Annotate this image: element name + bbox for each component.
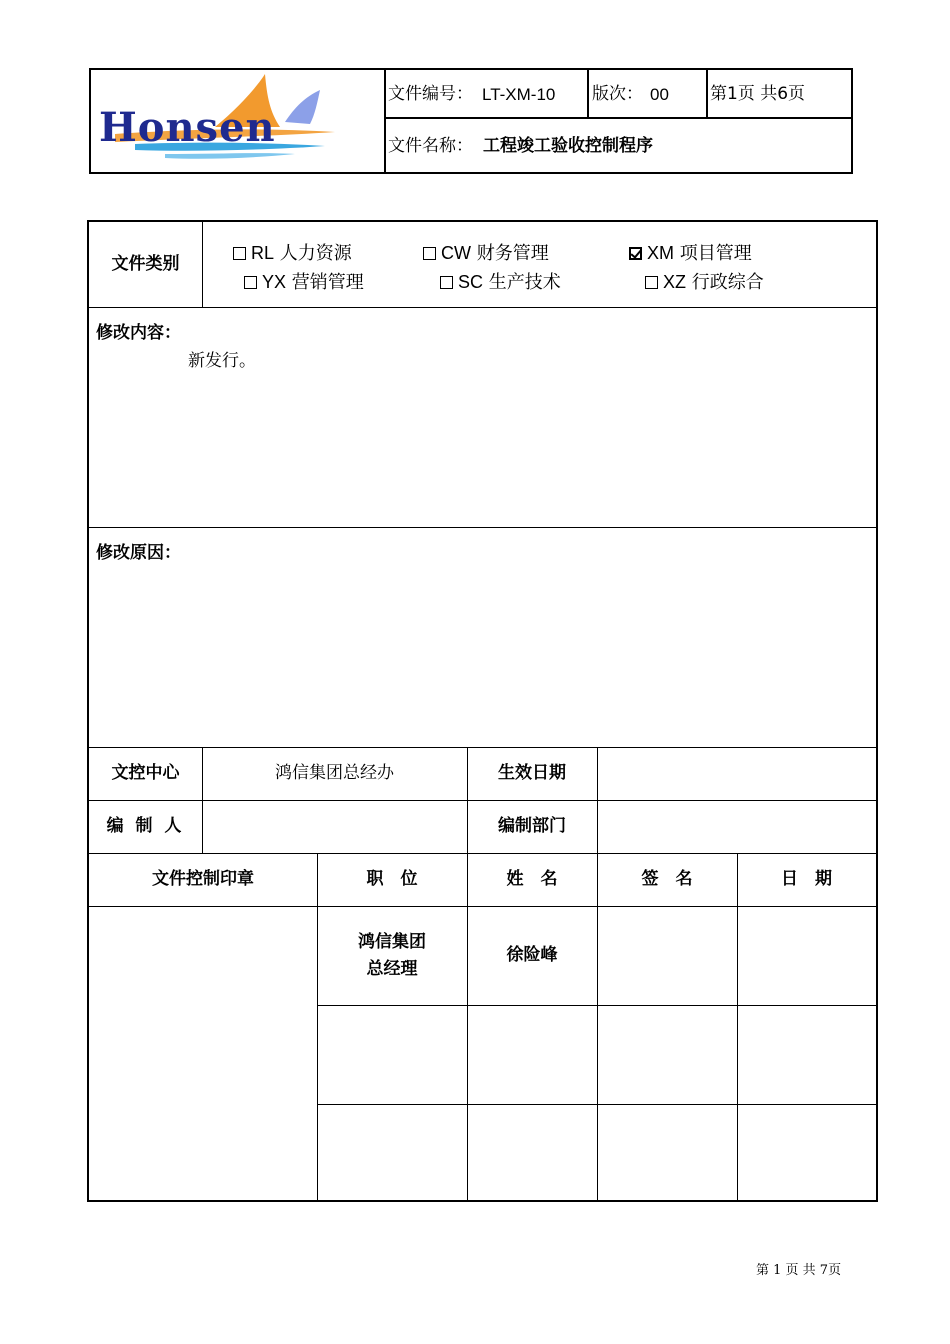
option-code: SC <box>458 272 484 292</box>
option-code: YX <box>262 272 287 292</box>
modification-reason-area[interactable] <box>89 562 876 742</box>
approval-row-1-position: 鸿信集团 总经理 <box>358 932 426 979</box>
page-info: 第1页 共6页 <box>710 84 806 104</box>
approval-row-2-position[interactable] <box>317 1005 467 1104</box>
category-option-xz[interactable] <box>645 273 764 292</box>
option-name: 人力资源 <box>279 243 352 264</box>
option-code: CW <box>441 243 471 263</box>
approval-row-2-name[interactable] <box>467 1005 597 1104</box>
effective-date-label: 生效日期 <box>498 763 566 784</box>
category-option-cw[interactable] <box>423 244 549 263</box>
checkbox-checked-icon[interactable] <box>629 247 642 260</box>
option-name: 生产技术 <box>488 272 561 293</box>
checkbox-icon[interactable] <box>423 247 436 260</box>
page-footer: 第 1 页 共 7页 <box>756 1263 842 1278</box>
option-name: 行政综合 <box>691 272 764 293</box>
doc-center-value[interactable]: 鸿信集团总经办 <box>275 763 394 784</box>
category-option-xm[interactable] <box>629 244 752 263</box>
author-value[interactable] <box>202 800 467 853</box>
doc-name: 工程竣工验收控制程序 <box>483 136 653 156</box>
seal-area[interactable] <box>89 906 317 1202</box>
category-label: 文件类别 <box>111 254 180 275</box>
version-label: 版次： <box>592 84 643 104</box>
category-option-yx[interactable] <box>244 273 364 292</box>
col-header-seal: 文件控制印章 <box>152 869 254 890</box>
author-dept-value[interactable] <box>597 800 876 853</box>
modification-content-text[interactable]: 新发行。 <box>188 351 256 371</box>
option-name: 营销管理 <box>291 272 364 293</box>
control-form <box>87 220 878 1202</box>
checkbox-icon[interactable] <box>244 276 257 289</box>
logo-text: Honsen <box>99 104 276 151</box>
author-dept-label: 编制部门 <box>498 816 566 837</box>
checkbox-icon[interactable] <box>440 276 453 289</box>
approval-row-2-signature[interactable] <box>597 1005 737 1104</box>
option-code: XZ <box>663 272 687 292</box>
effective-date-value[interactable] <box>597 747 876 800</box>
approval-row-3-signature[interactable] <box>597 1104 737 1202</box>
version: 00 <box>650 85 669 104</box>
modification-content-label: 修改内容： <box>96 323 181 343</box>
approval-row-3-name[interactable] <box>467 1104 597 1202</box>
approval-row-3-date[interactable] <box>737 1104 876 1202</box>
col-header-position: 职 位 <box>366 869 418 890</box>
checkbox-icon[interactable] <box>233 247 246 260</box>
option-name: 项目管理 <box>679 243 752 264</box>
approval-row-1-name: 徐险峰 <box>506 945 558 966</box>
doc-number-label: 文件编号： <box>388 84 473 104</box>
honsen-logo <box>95 72 381 172</box>
doc-name-label: 文件名称： <box>388 136 473 156</box>
col-header-signature: 签 名 <box>641 869 693 890</box>
author-label: 编 制 人 <box>106 816 185 837</box>
doc-number: LT-XM-10 <box>482 85 556 104</box>
col-header-name: 姓 名 <box>506 869 558 890</box>
category-option-rl[interactable] <box>233 244 352 263</box>
category-option-sc[interactable] <box>440 273 561 292</box>
option-code: RL <box>251 243 275 263</box>
approval-row-1-date[interactable] <box>737 906 876 1005</box>
checkbox-icon[interactable] <box>645 276 658 289</box>
document-header <box>89 68 853 174</box>
approval-row-1-signature[interactable] <box>597 906 737 1005</box>
col-header-date: 日 期 <box>781 869 832 890</box>
approval-row-3-position[interactable] <box>317 1104 467 1202</box>
option-name: 财务管理 <box>476 243 549 264</box>
modification-reason-label: 修改原因： <box>96 543 181 563</box>
approval-row-2-date[interactable] <box>737 1005 876 1104</box>
option-code: XM <box>647 243 674 263</box>
doc-center-label: 文控中心 <box>111 763 180 784</box>
